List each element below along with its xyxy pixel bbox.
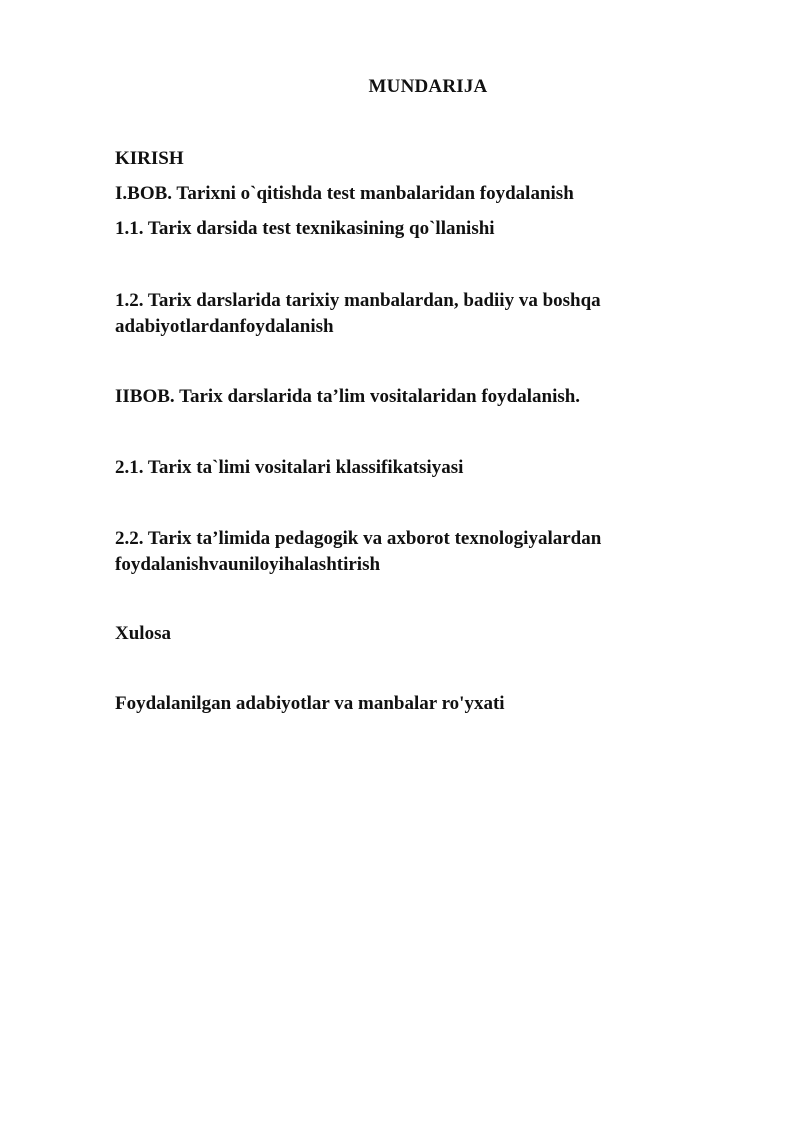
toc-entry-section-2-1: 2.1. Tarix ta`limi vositalari klassifikatsiyasi: [115, 457, 464, 478]
toc-entry-kirish: KIRISH: [115, 148, 184, 169]
toc-entry-chapter-2: IIBOB. Tarix darslarida ta’lim vositalaridan foydalanish.: [115, 386, 581, 407]
toc-entry-references: Foydalanilgan adabiyotlar va manbalar ro'yxati: [115, 693, 505, 714]
toc-entry-section-2-2: 2.2. Tarix ta’limida pedagogik va axborot texnologiyalardan foydalanishvauniloyihalashtirish: [115, 528, 602, 575]
toc-entry-chapter-1: I.BOB. Tarixni o`qitishda test manbalaridan foydalanish: [115, 183, 574, 204]
toc-entry-section-1-1: 1.1. Tarix darsida test texnikasining qo`llanishi: [115, 218, 495, 239]
page-title: MUNDARIJA: [368, 76, 488, 97]
toc-entry-section-1-2: 1.2. Tarix darslarida tarixiy manbalardan, badiiy va boshqa adabiyotlardanfoydalanish: [115, 290, 601, 337]
toc-entry-xulosa: Xulosa: [115, 623, 171, 644]
